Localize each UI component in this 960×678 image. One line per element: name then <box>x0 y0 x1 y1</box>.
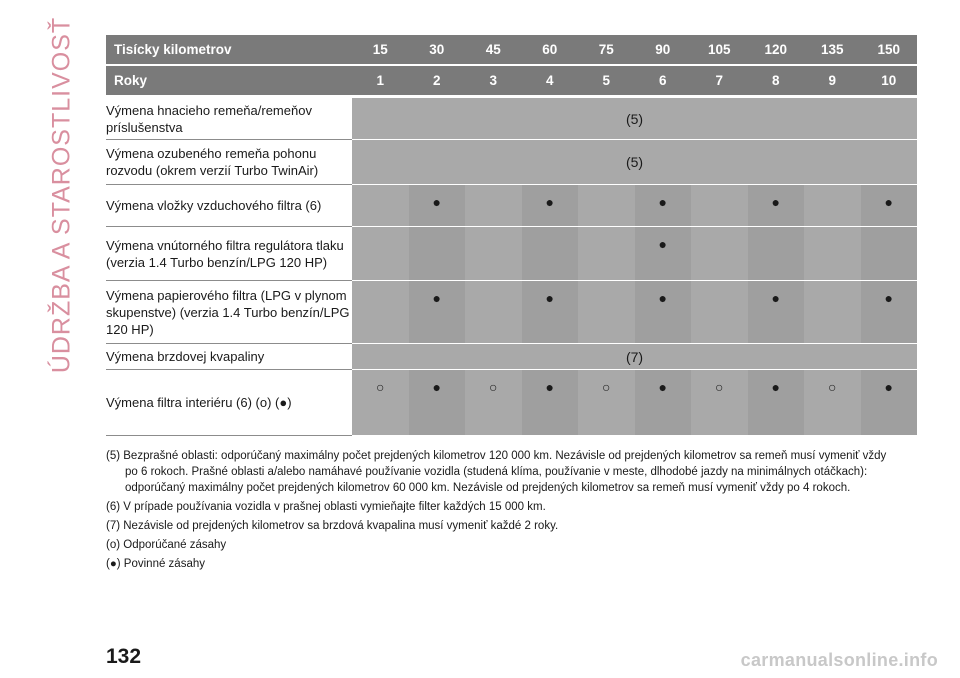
operation-label: Výmena brzdovej kvapaliny <box>106 344 352 370</box>
mandatory-marker: ● <box>771 379 780 395</box>
operation-label: Výmena vložky vzduchového filtra (6) <box>106 185 352 227</box>
interval-cell <box>861 370 918 436</box>
interval-cell <box>578 185 635 227</box>
km-header-cell: 90 <box>635 35 692 65</box>
operation-label: Výmena ozubeného remeňa pohonu rozvodu (okrem verzií Turbo TwinAir) <box>106 140 352 185</box>
mandatory-marker: ● <box>658 379 667 395</box>
recommended-marker: ○ <box>602 379 611 395</box>
km-header-cell: 135 <box>804 35 861 65</box>
interval-cell <box>409 227 466 281</box>
km-header-label: Tisícky kilometrov <box>106 35 352 65</box>
interval-cell <box>522 370 579 436</box>
schedule-row <box>106 370 917 436</box>
operation-label: Výmena filtra interiéru (6) (o) (●) <box>106 370 352 436</box>
recommended-marker: ○ <box>489 379 498 395</box>
recommended-marker: ○ <box>828 379 837 395</box>
mandatory-marker: ● <box>658 194 667 210</box>
interval-note-cell: (5) <box>352 97 917 140</box>
schedule-row <box>106 140 917 185</box>
interval-cell <box>691 185 748 227</box>
interval-cell <box>861 185 918 227</box>
years-header-cell: 9 <box>804 65 861 97</box>
years-header-cell: 2 <box>409 65 466 97</box>
interval-cell <box>522 281 579 344</box>
mandatory-marker: ● <box>545 379 554 395</box>
mandatory-marker: ● <box>432 379 441 395</box>
mandatory-marker: ● <box>545 194 554 210</box>
interval-cell <box>352 185 409 227</box>
interval-cell <box>804 281 861 344</box>
mandatory-marker: ● <box>771 194 780 210</box>
years-header-cell: 1 <box>352 65 409 97</box>
interval-cell <box>465 370 522 436</box>
interval-cell <box>578 370 635 436</box>
interval-cell <box>409 370 466 436</box>
interval-cell <box>748 227 805 281</box>
schedule-row <box>106 227 917 281</box>
schedule-row <box>106 344 917 370</box>
km-header-cell: 120 <box>748 35 805 65</box>
recommended-marker: ○ <box>715 379 724 395</box>
footnote: (o) Odporúčané zásahy <box>106 539 227 551</box>
interval-cell <box>635 370 692 436</box>
years-header-row <box>106 65 917 97</box>
operation-label: Výmena papierového filtra (LPG v plynom skupenstve) (verzia 1.4 Turbo benzín/LPG 120 HP) <box>106 281 352 344</box>
interval-cell <box>804 370 861 436</box>
footnotes <box>106 448 898 575</box>
section-side-title-text: ÚDRŽBA A STAROSTLIVOSŤ <box>47 16 76 374</box>
interval-cell <box>691 227 748 281</box>
schedule-row <box>106 97 917 140</box>
km-header-cell: 150 <box>861 35 918 65</box>
mandatory-marker: ● <box>884 290 893 306</box>
km-header-cell: 45 <box>465 35 522 65</box>
interval-cell <box>465 281 522 344</box>
footnote: (7) Nezávisle od prejdených kilometrov sa brzdová kvapalina musí vymeniť každé 2 roky. <box>106 520 559 532</box>
operation-label: Výmena hnacieho remeňa/remeňov príslušenstva <box>106 97 352 140</box>
km-header-cell: 15 <box>352 35 409 65</box>
recommended-marker: ○ <box>376 379 385 395</box>
interval-cell <box>804 185 861 227</box>
operation-label: Výmena vnútorného filtra regulátora tlaku (verzia 1.4 Turbo benzín/LPG 120 HP) <box>106 227 352 281</box>
mandatory-marker: ● <box>658 290 667 306</box>
years-header-cell: 3 <box>465 65 522 97</box>
interval-cell <box>352 370 409 436</box>
interval-cell <box>691 370 748 436</box>
interval-cell <box>748 281 805 344</box>
schedule-row <box>106 281 917 344</box>
interval-cell <box>861 227 918 281</box>
maintenance-schedule-table <box>106 35 917 436</box>
km-header-cell: 105 <box>691 35 748 65</box>
schedule-row <box>106 185 917 227</box>
page-number: 132 <box>106 645 142 668</box>
years-header-cell: 5 <box>578 65 635 97</box>
interval-note-cell: (7) <box>352 344 917 370</box>
mandatory-marker: ● <box>771 290 780 306</box>
interval-cell <box>861 281 918 344</box>
footnote: (5) Bezprašné oblasti: odporúčaný maximálny počet prejdených kilometrov 120 000 km. Nezávisle od prejdených kilometrov sa remeň musí vymeniť vždy po 6 rokoch. Prašné oblasti a/alebo namáhavé používanie vozidla (studená klíma, používanie v meste, dlhodobé jazdy na minimálnych otáčkach): odporúčaný maximálny počet prejdených kilometrov 60 000 km. Nezávisle od prejdených kilometrov sa remeň musí vymeniť vždy po 4 rokoch. <box>106 450 887 494</box>
schedule-body <box>106 97 917 436</box>
years-header-label: Roky <box>106 65 352 97</box>
interval-cell <box>691 281 748 344</box>
interval-cell <box>635 281 692 344</box>
interval-cell <box>635 185 692 227</box>
interval-cell <box>465 227 522 281</box>
years-header-cell: 6 <box>635 65 692 97</box>
interval-cell <box>522 185 579 227</box>
watermark-text: carmanualsonline.info <box>740 650 938 670</box>
km-header-cell: 30 <box>409 35 466 65</box>
years-header-cell: 7 <box>691 65 748 97</box>
mandatory-marker: ● <box>658 236 667 252</box>
mandatory-marker: ● <box>432 290 441 306</box>
mandatory-marker: ● <box>884 379 893 395</box>
mandatory-marker: ● <box>884 194 893 210</box>
km-header-cell: 75 <box>578 35 635 65</box>
years-header-cell: 8 <box>748 65 805 97</box>
interval-cell <box>522 227 579 281</box>
km-header-row <box>106 35 917 65</box>
interval-cell <box>578 227 635 281</box>
km-header-cell: 60 <box>522 35 579 65</box>
footnote: (6) V prípade používania vozidla v prašnej oblasti vymieňajte filter každých 15 000 km. <box>106 501 546 513</box>
mandatory-marker: ● <box>432 194 441 210</box>
interval-cell <box>804 227 861 281</box>
years-header-cell: 4 <box>522 65 579 97</box>
mandatory-marker: ● <box>545 290 554 306</box>
interval-cell <box>748 185 805 227</box>
footnote: (●) Povinné zásahy <box>106 558 205 570</box>
interval-cell <box>352 281 409 344</box>
interval-cell <box>748 370 805 436</box>
interval-cell <box>465 185 522 227</box>
interval-cell <box>409 185 466 227</box>
interval-cell <box>409 281 466 344</box>
interval-cell <box>578 281 635 344</box>
interval-note-cell: (5) <box>352 140 917 185</box>
interval-cell <box>352 227 409 281</box>
interval-cell <box>635 227 692 281</box>
years-header-cell: 10 <box>861 65 918 97</box>
